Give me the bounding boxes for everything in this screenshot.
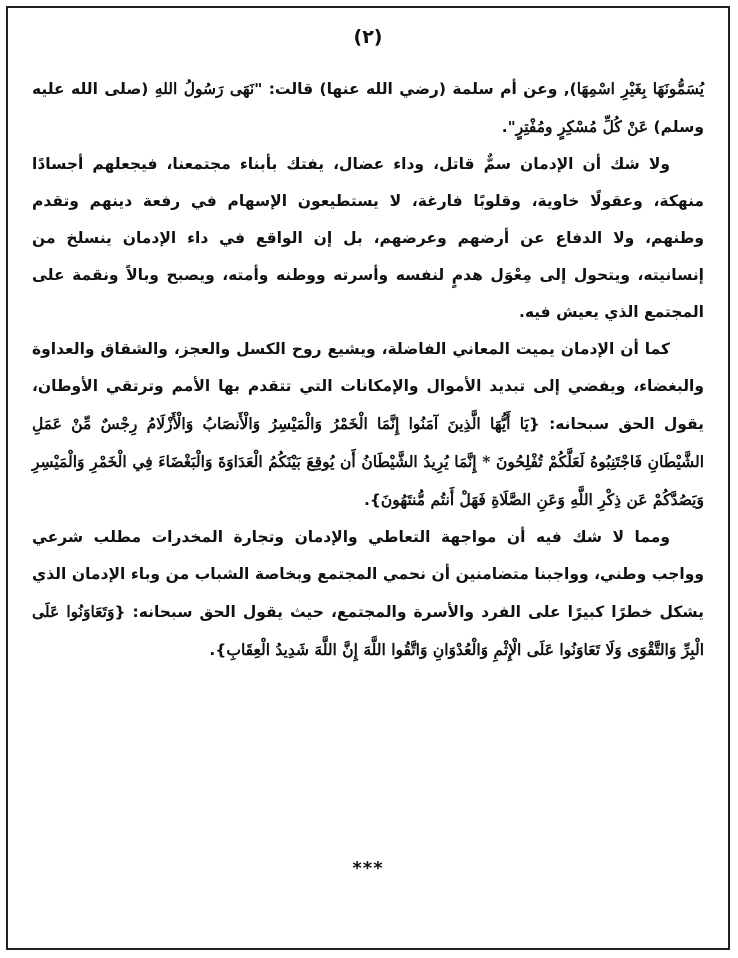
paragraph-1 [32,70,704,146]
body-text: ), وعن أم سلمة (رضي الله عنها) قالت: " [254,80,577,98]
hadith-text: نَهَى رَسُولُ اللهِ [154,79,255,98]
body-text: }. [363,491,381,509]
paragraph-2 [32,146,704,331]
body-text: ". [501,118,516,136]
hadith-text: عَنْ كُلِّ مُسْكِرٍ ومُفْتِرٍ [515,117,649,136]
page-number: (٢) [353,26,383,48]
body-text: كما أن الإدمان يميت المعاني الفاضلة، ويشيع روح الكسل والعجز، والشقاق والعداوة والبغضاء، ويفضي إلى تبديد الأموال والإمكانات التي تتقدم بها الأمم وترتقي الأوطان، يقول الحق سبحانه: { [32,340,704,433]
quran-verse: يَا أَيُّهَا الَّذِينَ آمَنُوا إِنَّمَا الْخَمْرُ وَالْمَيْسِرُ وَالْأَنصَابُ وَالْأَزْلَامُ رِجْسٌ مِّنْ عَمَلِ الشَّيْطَانِ فَاجْتَنِبُوهُ لَعَلَّكُمْ تُفْلِحُونَ * إِنَّمَا يُرِيدُ الشَّيْطَانُ أَن يُوقِعَ بَيْنَكُمُ الْعَدَاوَةَ وَالْبَغْضَاءَ فِي الْخَمْرِ وَالْمَيْسِرِ وَيَصُدَّكُمْ عَن ذِكْرِ اللَّهِ وَعَنِ الصَّلَاةِ فَهَلْ أَنتُم مُّنتَهُونَ [32,414,704,509]
paragraph-3 [32,331,704,519]
document-body [32,70,704,669]
body-text: (صلى الله عليه وسلم) [32,80,704,136]
quran-text: يُسَمُّونَهَا بِغَيْرِ اسْمِهَا [576,79,705,98]
paragraph-4 [32,519,704,669]
page-frame [6,6,730,950]
body-text: ولا شك أن الإدمان سمٌّ قاتل، وداء عضال، يفتك بأبناء مجتمعنا، فيجعلهم أجسادًا منهكة، وعقولًا خاوية، وقلوبًا فارغة، لا يستطيعون الإسهام في رفعة دينهم وتقدم وطنهم، ولا الدفاع عن أرضهم وعرضهم، بل إن الواقع في داء الإدمان ينسلخ من إنسانيته، ويتحول إلى مِعْوَل هدمٍ لنفسه وأسرته ووطنه وأمته، ويصبح وبالاً ونقمة على المجتمع الذي يعيش فيه. [32,155,704,321]
section-separator: *** [352,858,384,879]
body-text: ومما لا شك فيه أن مواجهة التعاطي والإدمان وتجارة المخدرات مطلب شرعي وواجب وطني، وواجبنا متضامنين أن نحمي المجتمع وبخاصة الشباب من وباء الإدمان الذي يشكل خطرًا كبيرًا على الفرد والأسرة والمجتمع، حيث يقول الحق سبحانه: { [32,528,704,621]
quran-verse: وَتَعَاوَنُوا عَلَى الْبِرِّ وَالتَّقْوَى وَلَا تَعَاوَنُوا عَلَى الْإِثْمِ وَالْعُدْوَانِ وَاتَّقُوا اللَّهَ إِنَّ اللَّهَ شَدِيدُ الْعِقَابِ [32,602,704,659]
body-text: }. [209,641,227,659]
